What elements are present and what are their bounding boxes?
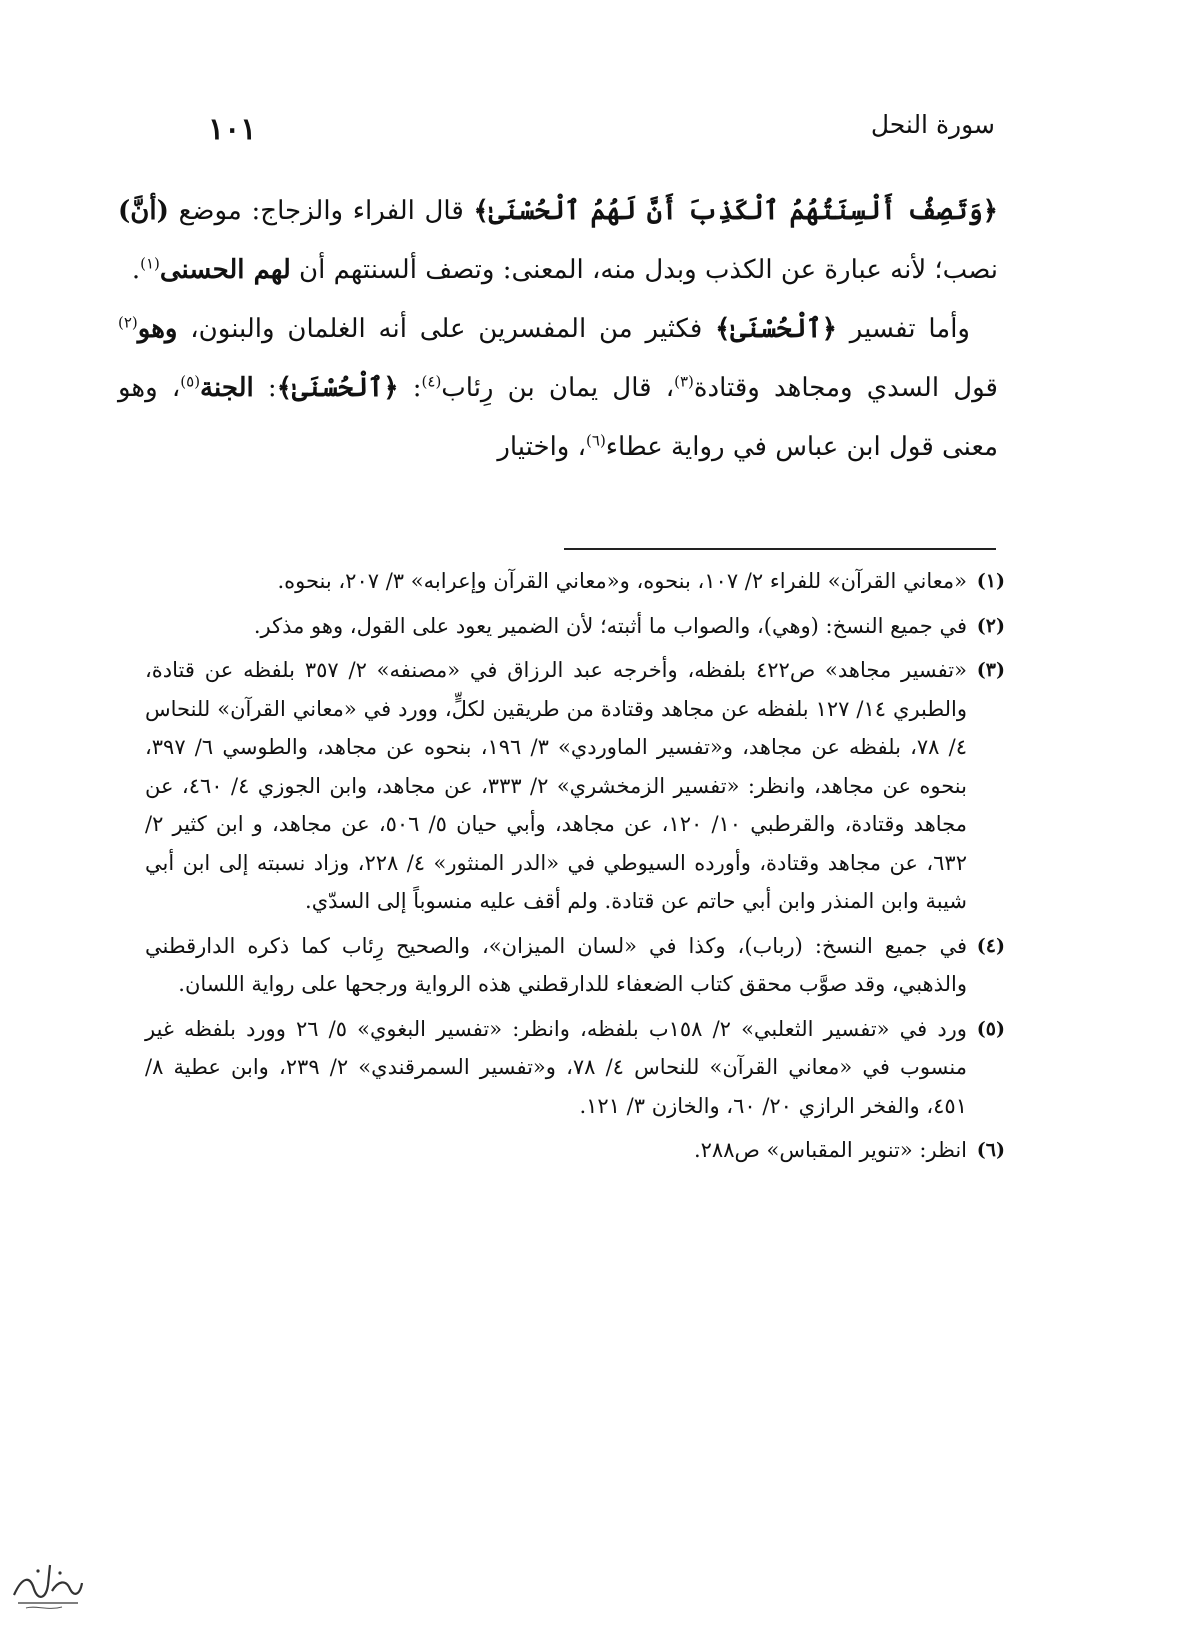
main-text (118, 182, 998, 477)
footnote-4 (145, 927, 1005, 1004)
footnote-number: (٤) (976, 934, 1005, 957)
anna-term: (أنَّ) (118, 196, 169, 226)
footnote-ref-4: (٤) (421, 372, 442, 391)
text-segment: فكثير من المفسرين على أنه الغلمان والبنون، (177, 314, 716, 344)
footnote-ref-3: (٣) (674, 372, 694, 391)
text-segment: ، واختيار (497, 432, 587, 462)
footnote-separator (564, 548, 996, 550)
text-segment: وهو (137, 314, 178, 344)
footnote-3 (145, 651, 1005, 921)
quran-verse: ﴿ٱلْحُسْنَىٰ﴾ (715, 314, 837, 344)
footnote-text: في جميع النسخ: (رباب)، وكذا في «لسان الميزان»، والصحيح رِئاب كما ذكره الدارقطني والذهبي، وقد صوَّب محقق كتاب الضعفاء للدارقطني هذه الرواية ورجحها على رواية اللسان. (145, 933, 967, 996)
footnote-2 (145, 607, 1005, 646)
footnote-text: ورد في «تفسير الثعلبي» ٢/ ١٥٨ب بلفظه، وانظر: «تفسير البغوي» ٥/ ٢٦ وورد بلفظه غير منسوب في «معاني القرآن» للنحاس ٤/ ٧٨، و«تفسير السمرقندي» ٢/ ٢٣٩، وابن عطية ٨/ ٤٥١، والفخر الرازي ٢٠/ ٦٠، والخازن ٣/ ١٢١. (145, 1016, 967, 1118)
footnote-ref-2: (٢) (118, 313, 138, 332)
footnote-number: (١) (976, 570, 1005, 592)
quran-verse: ﴿ٱلْحُسْنَىٰ﴾ (276, 373, 399, 403)
footnote-number: (٢) (976, 614, 1005, 637)
text-segment: لهم الحسنى (159, 255, 291, 285)
quran-verse: ﴿وَتَصِفُ أَلْسِنَتُهُمُ ٱلْكَذِبَ أَنَّ لَهُمُ ٱلْحُسْنَىٰ﴾ (473, 196, 998, 226)
footnote-ref-1: (١) (140, 254, 160, 273)
text-segment: ، وهو معنى قول ابن عباس في رواية عطاء (118, 373, 998, 462)
text-segment: . (131, 255, 141, 285)
paragraph-2 (118, 300, 998, 477)
text-segment: ، قال يمان بن رِئاب (441, 373, 675, 403)
footnote-6 (145, 1131, 1005, 1170)
library-stamp-logo (8, 1555, 86, 1617)
footnote-text: «معاني القرآن» للفراء ٢/ ١٠٧، بنحوه، و«معاني القرآن وإعرابه» ٣/ ٢٠٧، بنحوه. (277, 569, 967, 593)
footnotes (145, 562, 1005, 1176)
footnote-ref-5: (٥) (180, 372, 201, 391)
footnote-number: (٦) (976, 1139, 1005, 1161)
footnote-ref-6: (٦) (586, 431, 606, 450)
footnote-1 (145, 562, 1005, 601)
footnote-5 (145, 1010, 1005, 1126)
running-head: سورة النحل (870, 110, 995, 139)
footnote-number: (٣) (976, 659, 1005, 681)
text-segment: قول السدي ومجاهد وقتادة (693, 373, 998, 403)
text-segment: : (253, 373, 277, 403)
footnote-text: «تفسير مجاهد» ص٤٢٢ بلفظه، وأخرجه عبد الرزاق في «مصنفه» ٢/ ٣٥٧ بلفظه عن قتادة، والطبري ١٤/ ١٢٧ بلفظه عن مجاهد وقتادة من طريقين لكلٍّ، وورد في «معاني القرآن» للنحاس ٤/ ٧٨، بلفظه عن مجاهد، و«تفسير الماوردي» ٣/ ١٩٦، بنحوه عن مجاهد، والطوسي ٦/ ٣٩٧، بنحوه عن مجاهد، وانظر: «تفسير الزمخشري» ٢/ ٣٣٣، عن مجاهد، وابن الجوزي ٤/ ٤٦٠، عن مجاهد وقتادة، والقرطبي ١٠/ ١٢٠، عن مجاهد، وأبي حيان ٥/ ٥٠٦، عن مجاهد، و ابن كثير ٢/ ٦٣٢، عن مجاهد وقتادة، وأورده السيوطي في «الدر المنثور» ٤/ ٢٢٨، وزاد نسبته إلى ابن أبي شيبة وابن المنذر وابن أبي حاتم عن قتادة. ولم أقف عليه منسوباً إلى السدّي. (145, 658, 967, 913)
paragraph-1 (118, 182, 998, 300)
text-segment: وأما تفسير (837, 314, 970, 344)
footnote-text: في جميع النسخ: (وهي)، والصواب ما أثبته؛ لأن الضمير يعود على القول، وهو مذكر. (253, 613, 967, 638)
footnote-number: (٥) (976, 1017, 1005, 1040)
text-segment: : (398, 373, 422, 403)
page-number: ١٠١ (208, 112, 257, 147)
footnote-text: انظر: «تنوير المقباس» ص٢٨٨. (693, 1138, 967, 1162)
text-segment: قال الفراء والزجاج: موضع (168, 196, 474, 226)
text-segment: الجنة (200, 373, 254, 403)
text-segment: نصب؛ لأنه عبارة عن الكذب وبدل منه، المعنى: وتصف ألسنتهم أن (290, 255, 998, 285)
